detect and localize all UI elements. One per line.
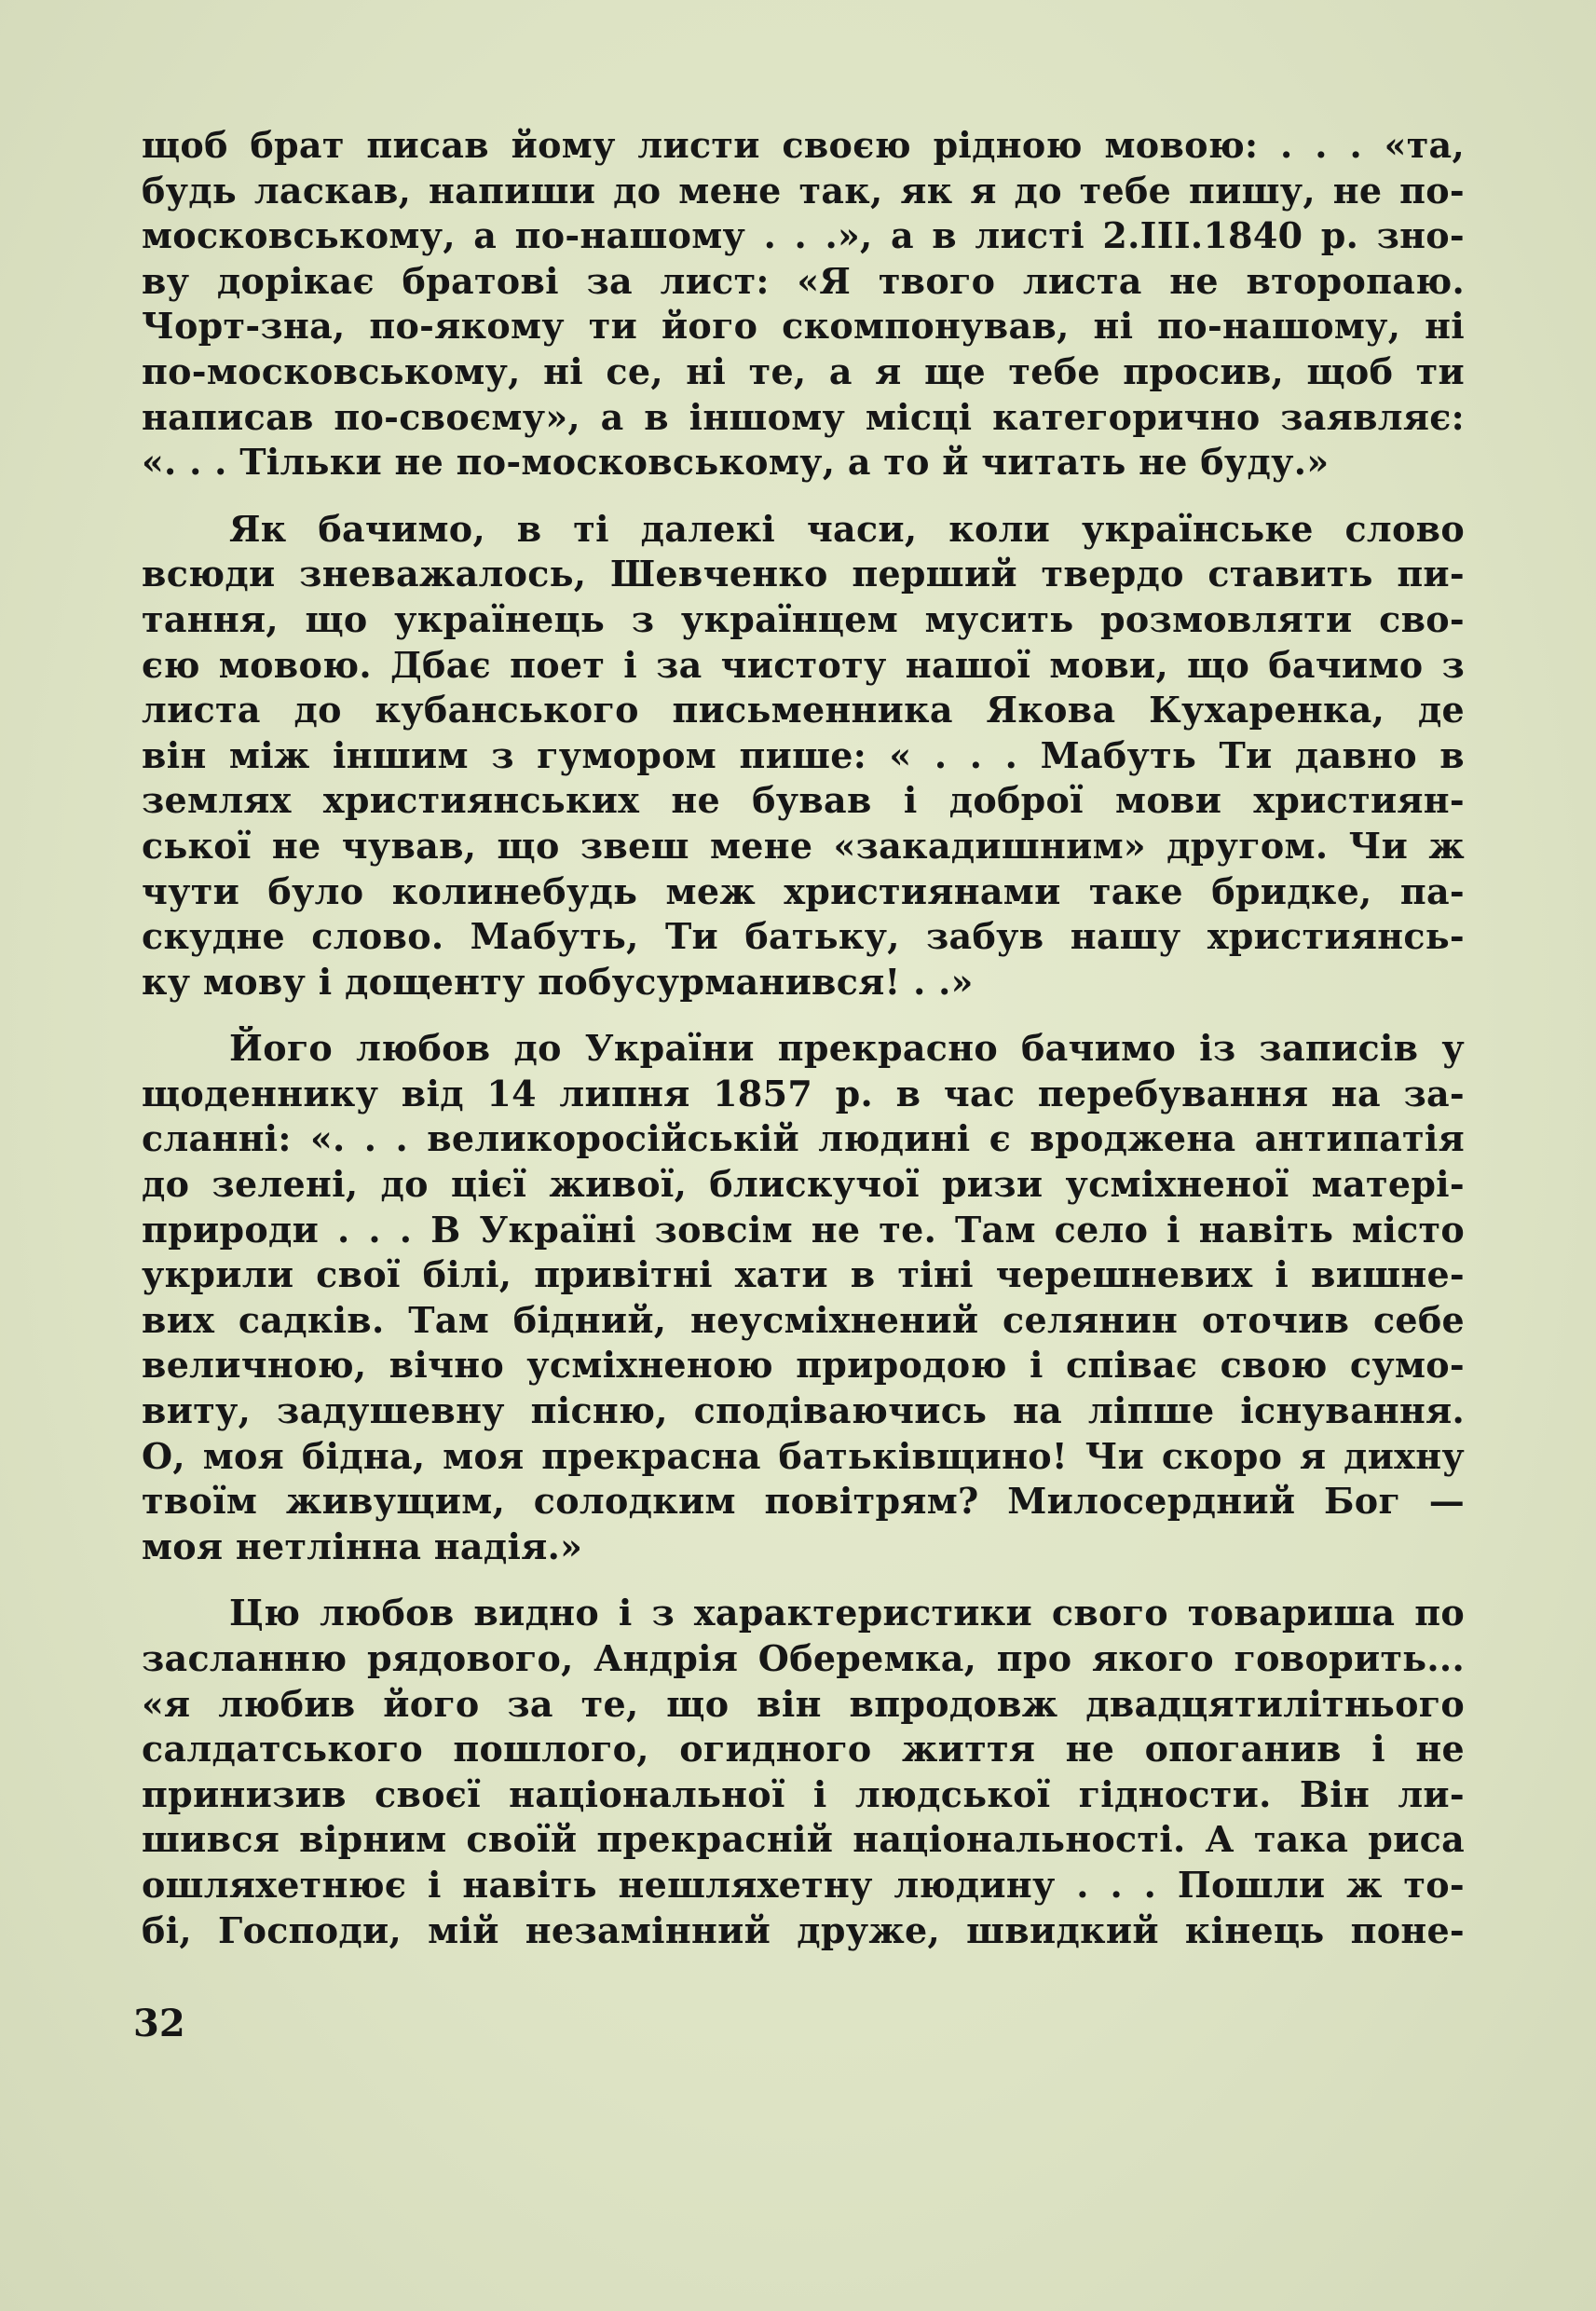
text-line: сланні: «. . . великоросійській людині є вроджена антипатія <box>142 1117 1465 1160</box>
text-line: до зелені, до цієї живої, блискучої ризи усміхненої матері- <box>142 1163 1465 1206</box>
text-line: твоїм живущим, солодким повітрям? Милосердний Бог — <box>142 1480 1465 1523</box>
text-line: моя нетлінна надія.» <box>142 1525 583 1567</box>
text-line: щоденнику від 14 липня 1857 р. в час перебування на за- <box>142 1072 1465 1114</box>
text-line: чути було колинебудь меж християнами таке бридке, па- <box>142 869 1465 912</box>
text-line: «я любив його за те, що він впродовж двадцятилітнього <box>142 1682 1465 1725</box>
text-line: виту, задушевну пісню, сподіваючись на ліпше існування. <box>142 1389 1465 1432</box>
text-line: ву дорікає братові за лист: «Я твого листа не второпаю. <box>142 259 1465 302</box>
text-line: тання, що українець з українцем мусить розмовляти сво- <box>142 597 1465 640</box>
text-line: Як бачимо, в ті далекі часи, коли українське слово <box>229 507 1465 550</box>
text-line: салдатського пошлого, огидного життя не опоганив і не <box>142 1728 1465 1771</box>
text-line: ської не чував, що звеш мене «закадишним» другом. Чи ж <box>142 824 1465 867</box>
text-line: по-московському, ні се, ні те, а я ще тебе просив, щоб ти <box>142 349 1465 392</box>
paragraph-3 <box>142 1026 1465 1569</box>
paragraph-4 <box>142 1591 1465 1953</box>
text-line: Цю любов видно і з характеристики свого товариша по <box>229 1592 1465 1634</box>
text-line: щоб брат писав йому листи своєю рідною мовою: . . . «та, <box>142 124 1465 166</box>
text-line: «. . . Тільки не по-московському, а то й читать не буду.» <box>142 441 1330 484</box>
text-line: скудне слово. Мабуть, Ти батьку, забув нашу християнсь- <box>142 915 1465 958</box>
text-line: принизив своєї національної і людської гідности. Він ли- <box>142 1772 1465 1815</box>
text-line: ошляхетнює і навіть нешляхетну людину . . . Пошли ж то- <box>142 1863 1465 1906</box>
text-line: Чорт-зна, по-якому ти його скомпонував, ні по-нашому, ні <box>142 305 1465 348</box>
text-line: укрили свої білі, привітні хати в тіні черешневих і вишне- <box>142 1253 1465 1296</box>
text-line: засланню рядового, Андрія Оберемка, про якого говорить... <box>142 1637 1465 1679</box>
text-line: вих садків. Там бідний, неусміхнений селянин оточив себе <box>142 1298 1465 1341</box>
text-line: ку мову і дощенту побусурманився! . .» <box>142 960 974 1003</box>
text-line: московському, а по-нашому . . .», а в листі 2.III.1840 р. зно- <box>142 214 1465 257</box>
text-line: листа до кубанського письменника Якова Кухаренка, де <box>142 689 1465 732</box>
text-line: він між іншим з гумором пише: « . . . Мабуть Ти давно в <box>142 733 1465 776</box>
text-line: всюди зневажалось, Шевченко перший твердо ставить пи- <box>142 553 1465 595</box>
text-line: О, моя бідна, моя прекрасна батьківщино! Чи скоро я дихну <box>142 1434 1465 1477</box>
paragraph-1 <box>142 123 1465 485</box>
text-line: єю мовою. Дбає поет і за чистоту нашої мови, що бачимо з <box>142 643 1465 686</box>
text-line: написав по-своєму», а в іншому місці категорично заявляє: <box>142 395 1465 438</box>
text-line: бі, Господи, мій незамінний друже, швидкий кінець поне- <box>142 1908 1465 1951</box>
text-line: природи . . . В Україні зовсім не те. Там село і навіть місто <box>142 1208 1465 1251</box>
text-line: шився вірним своїй прекрасній національності. А така риса <box>142 1818 1465 1861</box>
text-line: землях християнських не бував і доброї мови християн- <box>142 779 1465 822</box>
text-line: величною, вічно усміхненою природою і співає свою сумо- <box>142 1344 1465 1387</box>
paragraph-2 <box>142 507 1465 1005</box>
text-line: будь ласкав, напиши до мене так, як я до тебе пишу, не по- <box>142 169 1465 212</box>
page-number: 32 <box>133 2002 185 2045</box>
body-text <box>142 123 1465 1953</box>
text-line: Його любов до України прекрасно бачимо із записів у <box>229 1027 1465 1070</box>
